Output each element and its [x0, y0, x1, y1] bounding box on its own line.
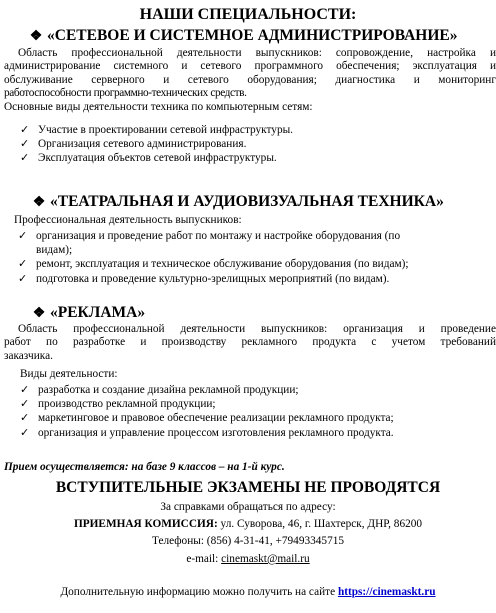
list-item: ✓ разработка и создание дизайна рекламной продукции;	[20, 384, 299, 396]
admission-note: Прием осуществляется: на базе 9 классов – на 1-й курс.	[4, 461, 285, 473]
section-subheading: Профессиональная деятельность выпускников:	[14, 214, 242, 226]
text-line: работ по разработке и производству рекламного продукта с учетом требований	[4, 336, 496, 349]
section-title: «ТЕАТРАЛЬНАЯ И АУДИОВИЗУАЛЬНАЯ ТЕХНИКА»	[50, 193, 444, 210]
activity-list	[0, 229, 496, 286]
section-description	[4, 323, 496, 363]
section-subheading: Основные виды деятельности техника по компьютерным сетям:	[4, 100, 313, 113]
list-item: ✓ Эксплуатация объектов сетевой инфраструктуры.	[20, 152, 277, 165]
site-text: Дополнительную информацию можно получить на сайте	[60, 586, 338, 598]
page-title: НАШИ СПЕЦИАЛЬНОСТИ:	[139, 6, 357, 23]
checkmark-icon: ✓	[18, 272, 28, 285]
checkmark-icon: ✓	[20, 124, 30, 136]
section-heading-theatre	[28, 193, 496, 212]
commission-label: ПРИЕМНАЯ КОМИССИЯ:	[73, 518, 218, 530]
site-link[interactable]: https://cinemaskt.ru	[337, 586, 436, 598]
address-text: ул. Суворова, 46, г. Шахтерск, ДНР, 86200	[217, 518, 423, 530]
text-line: Область профессиональной деятельности выпускников: сопровождение, настройка и	[18, 47, 496, 59]
diamond-bullet-icon: ❖	[32, 306, 46, 321]
section-title: «РЕКЛАМА»	[50, 304, 146, 321]
email-line	[0, 553, 496, 566]
checkmark-icon: ✓	[20, 398, 30, 411]
checkmark-icon: ✓	[20, 384, 30, 396]
section-subheading: Виды деятельности:	[20, 368, 118, 380]
exams-notice: ВСТУПИТЕЛЬНЫЕ ЭКЗАМЕНЫ НЕ ПРОВОДЯТСЯ	[55, 479, 441, 496]
checkmark-icon: ✓	[20, 152, 30, 165]
activity-list	[0, 123, 496, 166]
inquiry-text: За справками обращаться по адресу:	[160, 501, 336, 513]
list-item: ✓ Участие в проектировании сетевой инфраструктуры.	[20, 124, 294, 136]
section-heading-network	[25, 27, 496, 46]
section-title: «СЕТЕВОЕ И СИСТЕМНОЕ АДМИНИСТРИРОВАНИЕ»	[47, 27, 458, 44]
checkmark-icon: ✓	[18, 230, 28, 242]
list-item: ✓ Организация сетевого администрирования.	[20, 138, 247, 151]
diamond-bullet-icon: ❖	[32, 195, 46, 210]
email-label: e-mail:	[186, 553, 222, 565]
list-item: ✓ ремонт, эксплуатация и техническое обслуживание оборудования (по видам);	[18, 258, 409, 271]
text-line: Область профессиональной деятельности выпускников: организация и проведение	[18, 323, 496, 335]
list-item-continuation: видам);	[36, 244, 73, 257]
list-item: ✓ маркетинговое и правовое обеспечение реализации рекламного продукта;	[20, 412, 394, 425]
phones-text: Телефоны: (856) 4-31-41, +79493345715	[151, 535, 345, 547]
site-line	[0, 586, 496, 599]
diamond-bullet-icon: ❖	[29, 29, 43, 44]
text-line: обслуживание серверного и сетевого оборудования; диагностика и мониторинг	[4, 73, 496, 86]
list-item: ✓ производство рекламной продукции;	[20, 398, 216, 411]
activity-list	[0, 383, 496, 440]
list-item: ✓ организация и проведение работ по монтажу и настройке оборудования (по	[18, 230, 401, 242]
text-line: заказчика.	[4, 349, 53, 362]
email-link[interactable]: cinemaskt@mail.ru	[221, 553, 310, 565]
checkmark-icon: ✓	[20, 412, 30, 425]
checkmark-icon: ✓	[18, 258, 28, 271]
text-line: работоспособности программно-технических средств.	[4, 87, 247, 100]
list-item: ✓ организация и управление процессом изготовления рекламного продукта.	[20, 426, 394, 439]
commission-address	[0, 518, 496, 531]
checkmark-icon: ✓	[20, 426, 30, 439]
list-item: ✓ подготовка и проведение культурно-зрелищных мероприятий (по видам).	[18, 272, 390, 285]
section-heading-advertising	[28, 304, 496, 323]
checkmark-icon: ✓	[20, 138, 30, 151]
text-line: администрирование системного и сетевого программного обеспечения; эксплуатация и	[4, 60, 496, 73]
section-description	[4, 47, 496, 114]
